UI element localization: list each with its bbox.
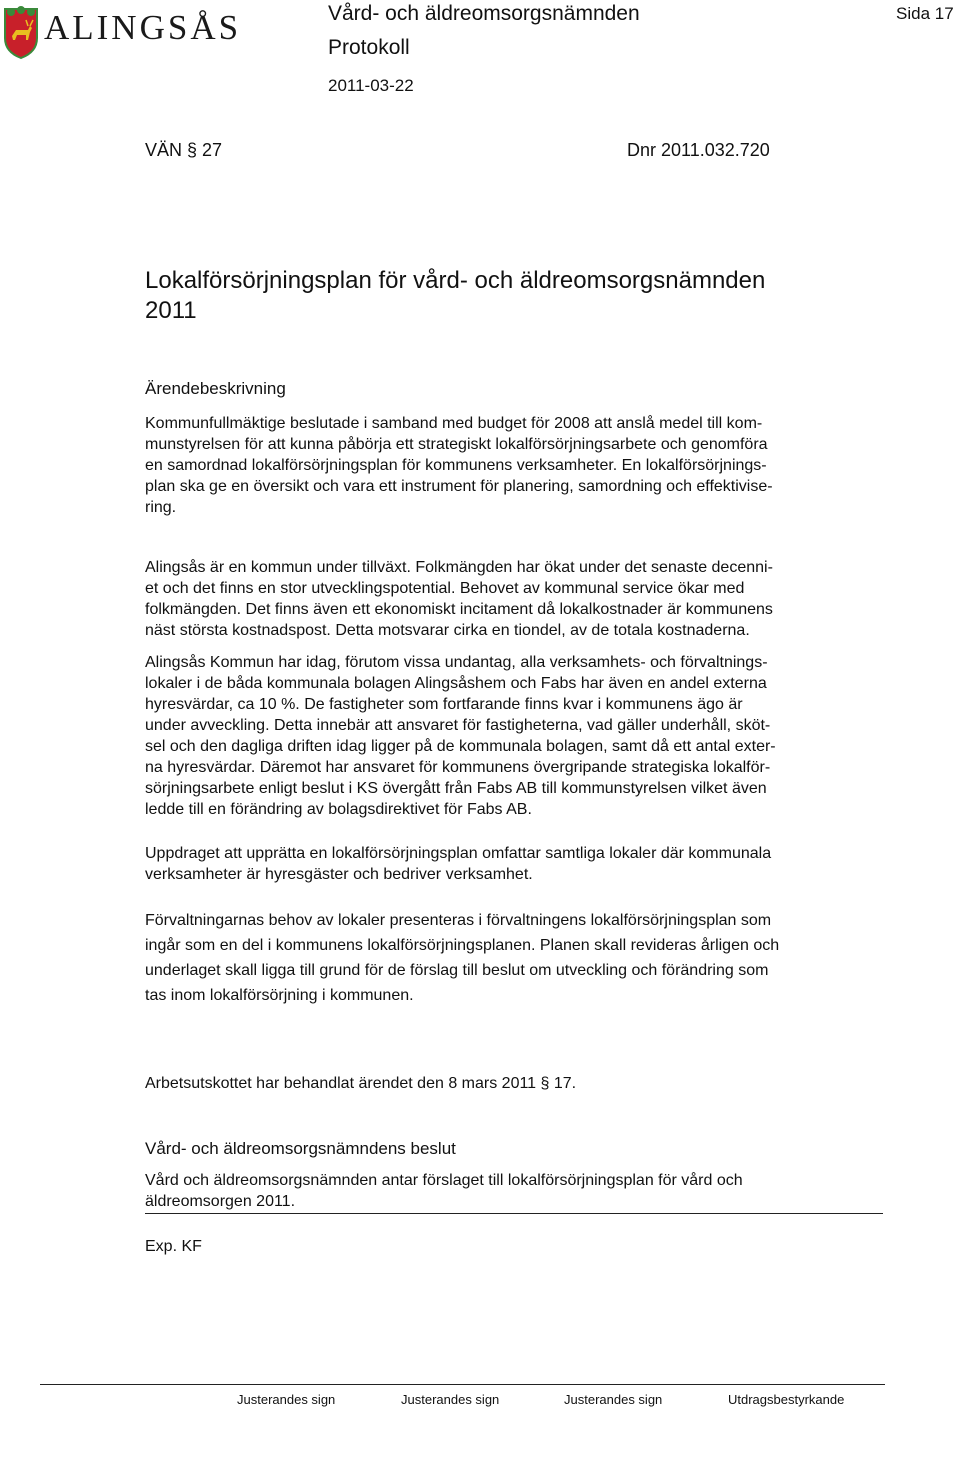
text-line: na hyresvärdar. Däremot har ansvaret för kommunens övergripande strategiska lokalför-: [145, 759, 771, 776]
text-line: lokaler i de båda kommunala bolagen Alingsåshem och Fabs har även en andel externa: [145, 675, 767, 692]
text-line: ledde till en förändring av bolagsdirektivet för Fabs AB.: [145, 801, 532, 818]
text-line: Förvaltningarnas behov av lokaler presenteras i förvaltningens lokalförsörjningsplan som: [145, 912, 772, 929]
logo-wordmark: ALINGSÅS: [44, 8, 242, 47]
text-line: Kommunfullmäktige beslutade i samband med budget för 2008 att anslå medel till kom-: [145, 415, 763, 432]
alingsas-logo: [2, 4, 264, 60]
case-number: VÄN § 27: [145, 140, 223, 160]
text-line: näst största kostnadspost. Detta motsvarar cirka en tiondel, av de totala kostnaderna.: [145, 622, 750, 639]
text-line: Uppdraget att upprätta en lokalförsörjningsplan omfattar samtliga lokaler där kommunala: [145, 845, 772, 862]
text-line: Arbetsutskottet har behandlat ärendet den 8 mars 2011 § 17.: [145, 1075, 577, 1092]
page-title: [145, 266, 905, 326]
header-date: 2011-03-22: [328, 76, 414, 95]
extract-certification-field: Utdragsbestyrkande: [728, 1392, 845, 1407]
decision-heading: Vård- och äldreomsorgsnämndens beslut: [145, 1139, 456, 1158]
signature-field-3: Justerandes sign: [564, 1392, 663, 1407]
text-line: sel och den dagliga driften idag ligger på de kommunala bolagen, samt då ett antal exter-: [145, 738, 776, 755]
text-line: ring.: [145, 499, 177, 516]
text-line: äldreomsorgen 2011.: [145, 1193, 296, 1210]
text-line: ingår som en del i kommunens lokalförsörjningsplanen. Planen skall revideras årligen och: [145, 937, 780, 954]
text-line: folkmängden. Det finns även ett ekonomiskt incitament då lokalkostnader är kommunens: [145, 601, 773, 618]
text-line: sörjningsarbete enligt beslut i KS övergått från Fabs AB till kommunstyrelsen vilket även: [145, 780, 767, 797]
paragraph-ownership: [145, 652, 880, 820]
text-line: hyresvärdar, ca 10 %. De fastigheter som fortfarande finns kvar i kommunens ägo är: [145, 696, 743, 713]
text-line: tas inom lokalförsörjning i kommunen.: [145, 987, 414, 1004]
decision-text: [145, 1170, 880, 1212]
title-line: 2011: [145, 297, 197, 324]
paragraph-growth: [145, 557, 880, 641]
text-line: underlaget skall ligga till grund för de förslag till beslut om utveckling och förändring som: [145, 962, 769, 979]
text-line: munstyrelsen för att kunna påbörja ett strategiskt lokalförsörjningsarbete och genomföra: [145, 436, 768, 453]
page-number: Sida 17: [896, 4, 954, 23]
header-document-type: Protokoll: [328, 36, 410, 59]
signature-field-2: Justerandes sign: [401, 1392, 500, 1407]
text-line: Vård och äldreomsorgsnämnden antar förslaget till lokalförsörjningsplan för vård och: [145, 1172, 743, 1189]
paragraph-committee: [145, 1073, 880, 1094]
paragraph-assignment: [145, 843, 880, 885]
text-line: et och det finns en stor utvecklingspotential. Behovet av kommunal service ökar med: [145, 580, 745, 597]
signature-field-1: Justerandes sign: [237, 1392, 336, 1407]
header-organization: Vård- och äldreomsorgsnämnden: [328, 2, 640, 25]
text-line: under avveckling. Detta innebär att ansvaret för fastigheterna, vad gäller underhåll, sköt-: [145, 717, 771, 734]
text-line: Alingsås Kommun har idag, förutom vissa undantag, alla verksamhets- och förvaltnings-: [145, 654, 768, 671]
section-heading-description: Ärendebeskrivning: [145, 379, 286, 398]
coat-of-arms-icon: [2, 6, 40, 60]
paragraph-background: [145, 413, 880, 518]
text-line: en samordnad lokalförsörjningsplan för kommunens verksamheter. En lokalförsörjnings-: [145, 457, 767, 474]
distribution-note: Exp. KF: [145, 1238, 202, 1255]
text-line: verksamheter är hyresgäster och bedriver verksamhet.: [145, 866, 533, 883]
title-line: Lokalförsörjningsplan för vård- och äldreomsorgsnämnden: [145, 267, 766, 294]
registration-number: Dnr 2011.032.720: [627, 140, 770, 160]
footer-divider: [40, 1384, 885, 1385]
paragraph-needs: [145, 908, 880, 1008]
text-line: Alingsås är en kommun under tillväxt. Folkmängden har ökat under det senaste decenni-: [145, 559, 773, 576]
text-line: plan ska ge en översikt och vara ett instrument för planering, samordning och effektivise-: [145, 478, 773, 495]
decision-divider: [145, 1213, 883, 1214]
